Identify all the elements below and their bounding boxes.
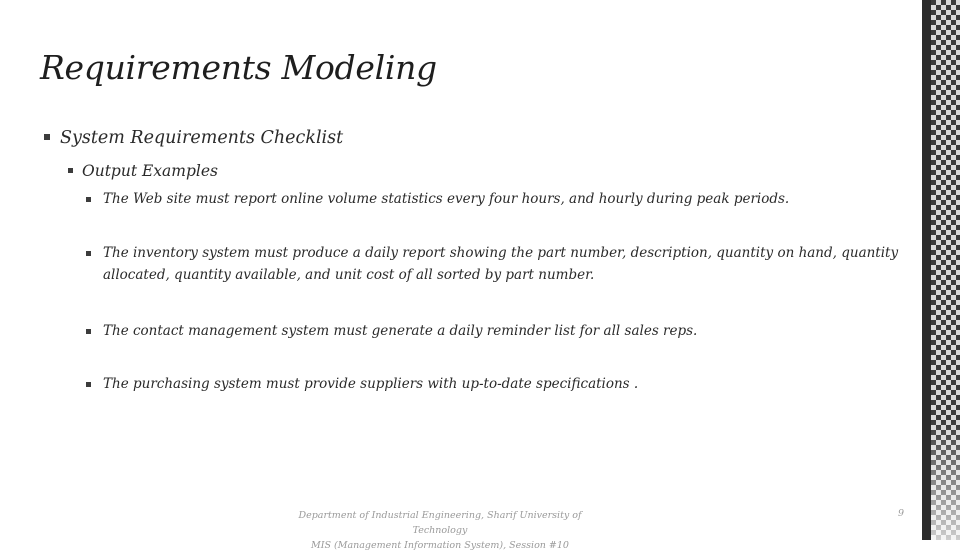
square-bullet-icon	[86, 382, 91, 387]
list-item	[86, 188, 908, 210]
decorative-bar	[922, 0, 931, 540]
bullet-level2-text: Output Examples	[82, 162, 218, 180]
footer-course: MIS (Management Information System), Session #10	[311, 540, 569, 551]
bullet-level1	[44, 128, 343, 148]
square-bullet-icon	[68, 168, 73, 173]
square-bullet-icon	[86, 197, 91, 202]
bullet-level1-text: System Requirements Checklist	[60, 128, 344, 148]
list-item-text: The Web site must report online volume statistics every four hours, and hourly during peak periods.	[103, 191, 790, 207]
slide-title: Requirements Modeling	[40, 48, 437, 87]
square-bullet-icon	[86, 251, 91, 256]
slide-footer	[270, 508, 610, 553]
page-number: 9	[898, 508, 905, 519]
bullet-level2	[68, 162, 218, 180]
square-bullet-icon	[86, 329, 91, 334]
list-item	[86, 373, 908, 395]
list-item	[86, 320, 908, 342]
decorative-fade	[931, 420, 960, 540]
list-item-text: The purchasing system must provide suppliers with up-to-date specifications .	[103, 376, 639, 392]
list-item-text: The inventory system must produce a daily report showing the part number, description, quantity on hand, quantity allocated, quantity available, and unit cost of all sorted by part number.	[103, 245, 899, 283]
list-item-text: The contact management system must generate a daily reminder list for all sales reps.	[103, 323, 698, 339]
square-bullet-icon	[44, 134, 50, 140]
footer-department: Department of Industrial Engineering, Sharif University of Technology	[298, 510, 582, 536]
list-item	[86, 242, 908, 286]
